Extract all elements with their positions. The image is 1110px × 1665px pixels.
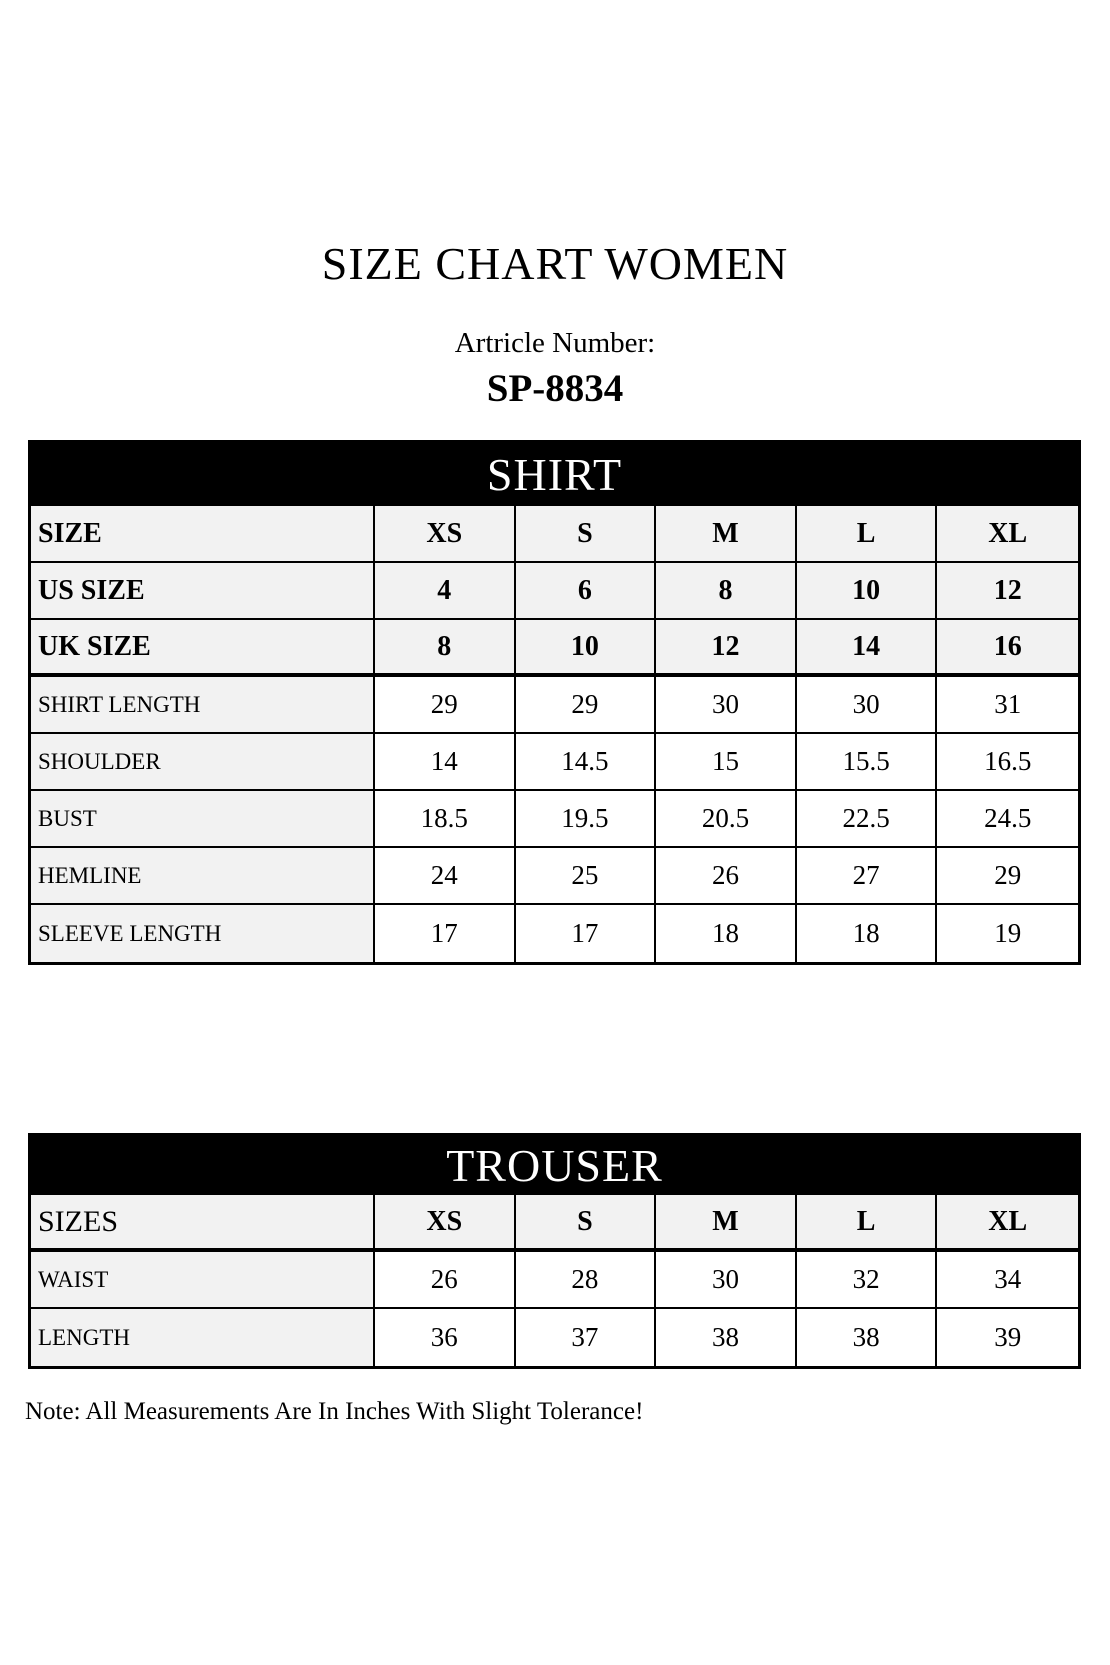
cell-value: 28 bbox=[516, 1252, 657, 1307]
row-label: BUST bbox=[31, 791, 375, 846]
cell-value: 6 bbox=[516, 563, 657, 618]
cell-value: 15.5 bbox=[797, 734, 938, 789]
cell-value: 18 bbox=[656, 905, 797, 962]
measurement-note: Note: All Measurements Are In Inches With Slight Tolerance! bbox=[25, 1398, 644, 1425]
cell-value: 12 bbox=[656, 620, 797, 673]
cell-value: 19.5 bbox=[516, 791, 657, 846]
table-row bbox=[31, 1252, 1078, 1309]
row-label: LENGTH bbox=[31, 1309, 375, 1366]
cell-value: 18.5 bbox=[375, 791, 516, 846]
row-label: SIZE bbox=[31, 506, 375, 561]
cell-value: 18 bbox=[797, 905, 938, 962]
cell-value: 20.5 bbox=[656, 791, 797, 846]
cell-value: XS bbox=[375, 1195, 516, 1248]
row-label: SHIRT LENGTH bbox=[31, 677, 375, 732]
cell-value: 39 bbox=[937, 1309, 1078, 1366]
cell-value: 34 bbox=[937, 1252, 1078, 1307]
table-row bbox=[31, 791, 1078, 848]
cell-value: 24.5 bbox=[937, 791, 1078, 846]
cell-value: 38 bbox=[656, 1309, 797, 1366]
cell-value: 25 bbox=[516, 848, 657, 903]
cell-value: 29 bbox=[937, 848, 1078, 903]
cell-value: M bbox=[656, 1195, 797, 1248]
cell-value: L bbox=[797, 506, 938, 561]
row-label: HEMLINE bbox=[31, 848, 375, 903]
cell-value: 15 bbox=[656, 734, 797, 789]
row-label: SIZES bbox=[31, 1195, 375, 1248]
cell-value: 19 bbox=[937, 905, 1078, 962]
cell-value: 29 bbox=[375, 677, 516, 732]
cell-value: 26 bbox=[375, 1252, 516, 1307]
row-label: SLEEVE LENGTH bbox=[31, 905, 375, 962]
shirt-table-body bbox=[31, 506, 1078, 962]
cell-value: 4 bbox=[375, 563, 516, 618]
table-row bbox=[31, 620, 1078, 677]
cell-value: 24 bbox=[375, 848, 516, 903]
cell-value: 17 bbox=[375, 905, 516, 962]
cell-value: 16 bbox=[937, 620, 1078, 673]
cell-value: 10 bbox=[797, 563, 938, 618]
table-row bbox=[31, 1195, 1078, 1252]
cell-value: 26 bbox=[656, 848, 797, 903]
cell-value: L bbox=[797, 1195, 938, 1248]
cell-value: 12 bbox=[937, 563, 1078, 618]
cell-value: 32 bbox=[797, 1252, 938, 1307]
cell-value: S bbox=[516, 1195, 657, 1248]
cell-value: 36 bbox=[375, 1309, 516, 1366]
table-row bbox=[31, 905, 1078, 962]
cell-value: 17 bbox=[516, 905, 657, 962]
cell-value: XL bbox=[937, 506, 1078, 561]
row-label: WAIST bbox=[31, 1252, 375, 1307]
article-number-value: SP-8834 bbox=[486, 367, 624, 410]
page-title: SIZE CHART WOMEN bbox=[321, 238, 789, 289]
row-label: US SIZE bbox=[31, 563, 375, 618]
table-row bbox=[31, 734, 1078, 791]
row-label: SHOULDER bbox=[31, 734, 375, 789]
cell-value: 30 bbox=[656, 1252, 797, 1307]
cell-value: XS bbox=[375, 506, 516, 561]
cell-value: 10 bbox=[516, 620, 657, 673]
table-row bbox=[31, 677, 1078, 734]
row-label: UK SIZE bbox=[31, 620, 375, 673]
cell-value: S bbox=[516, 506, 657, 561]
trouser-table-body bbox=[31, 1195, 1078, 1366]
cell-value: 27 bbox=[797, 848, 938, 903]
table-row bbox=[31, 1309, 1078, 1366]
cell-value: 37 bbox=[516, 1309, 657, 1366]
cell-value: 30 bbox=[797, 677, 938, 732]
shirt-size-table bbox=[28, 440, 1081, 965]
shirt-table-title: SHIRT bbox=[31, 443, 1078, 506]
cell-value: 38 bbox=[797, 1309, 938, 1366]
cell-value: 31 bbox=[937, 677, 1078, 732]
table-row bbox=[31, 848, 1078, 905]
trouser-size-table bbox=[28, 1133, 1081, 1369]
cell-value: 16.5 bbox=[937, 734, 1078, 789]
cell-value: 14 bbox=[797, 620, 938, 673]
cell-value: 14.5 bbox=[516, 734, 657, 789]
cell-value: 22.5 bbox=[797, 791, 938, 846]
cell-value: 29 bbox=[516, 677, 657, 732]
trouser-table-title: TROUSER bbox=[31, 1136, 1078, 1195]
table-row bbox=[31, 506, 1078, 563]
table-row bbox=[31, 563, 1078, 620]
cell-value: M bbox=[656, 506, 797, 561]
cell-value: 30 bbox=[656, 677, 797, 732]
cell-value: XL bbox=[937, 1195, 1078, 1248]
cell-value: 8 bbox=[375, 620, 516, 673]
cell-value: 14 bbox=[375, 734, 516, 789]
article-number-label: Artricle Number: bbox=[454, 327, 656, 359]
cell-value: 8 bbox=[656, 563, 797, 618]
